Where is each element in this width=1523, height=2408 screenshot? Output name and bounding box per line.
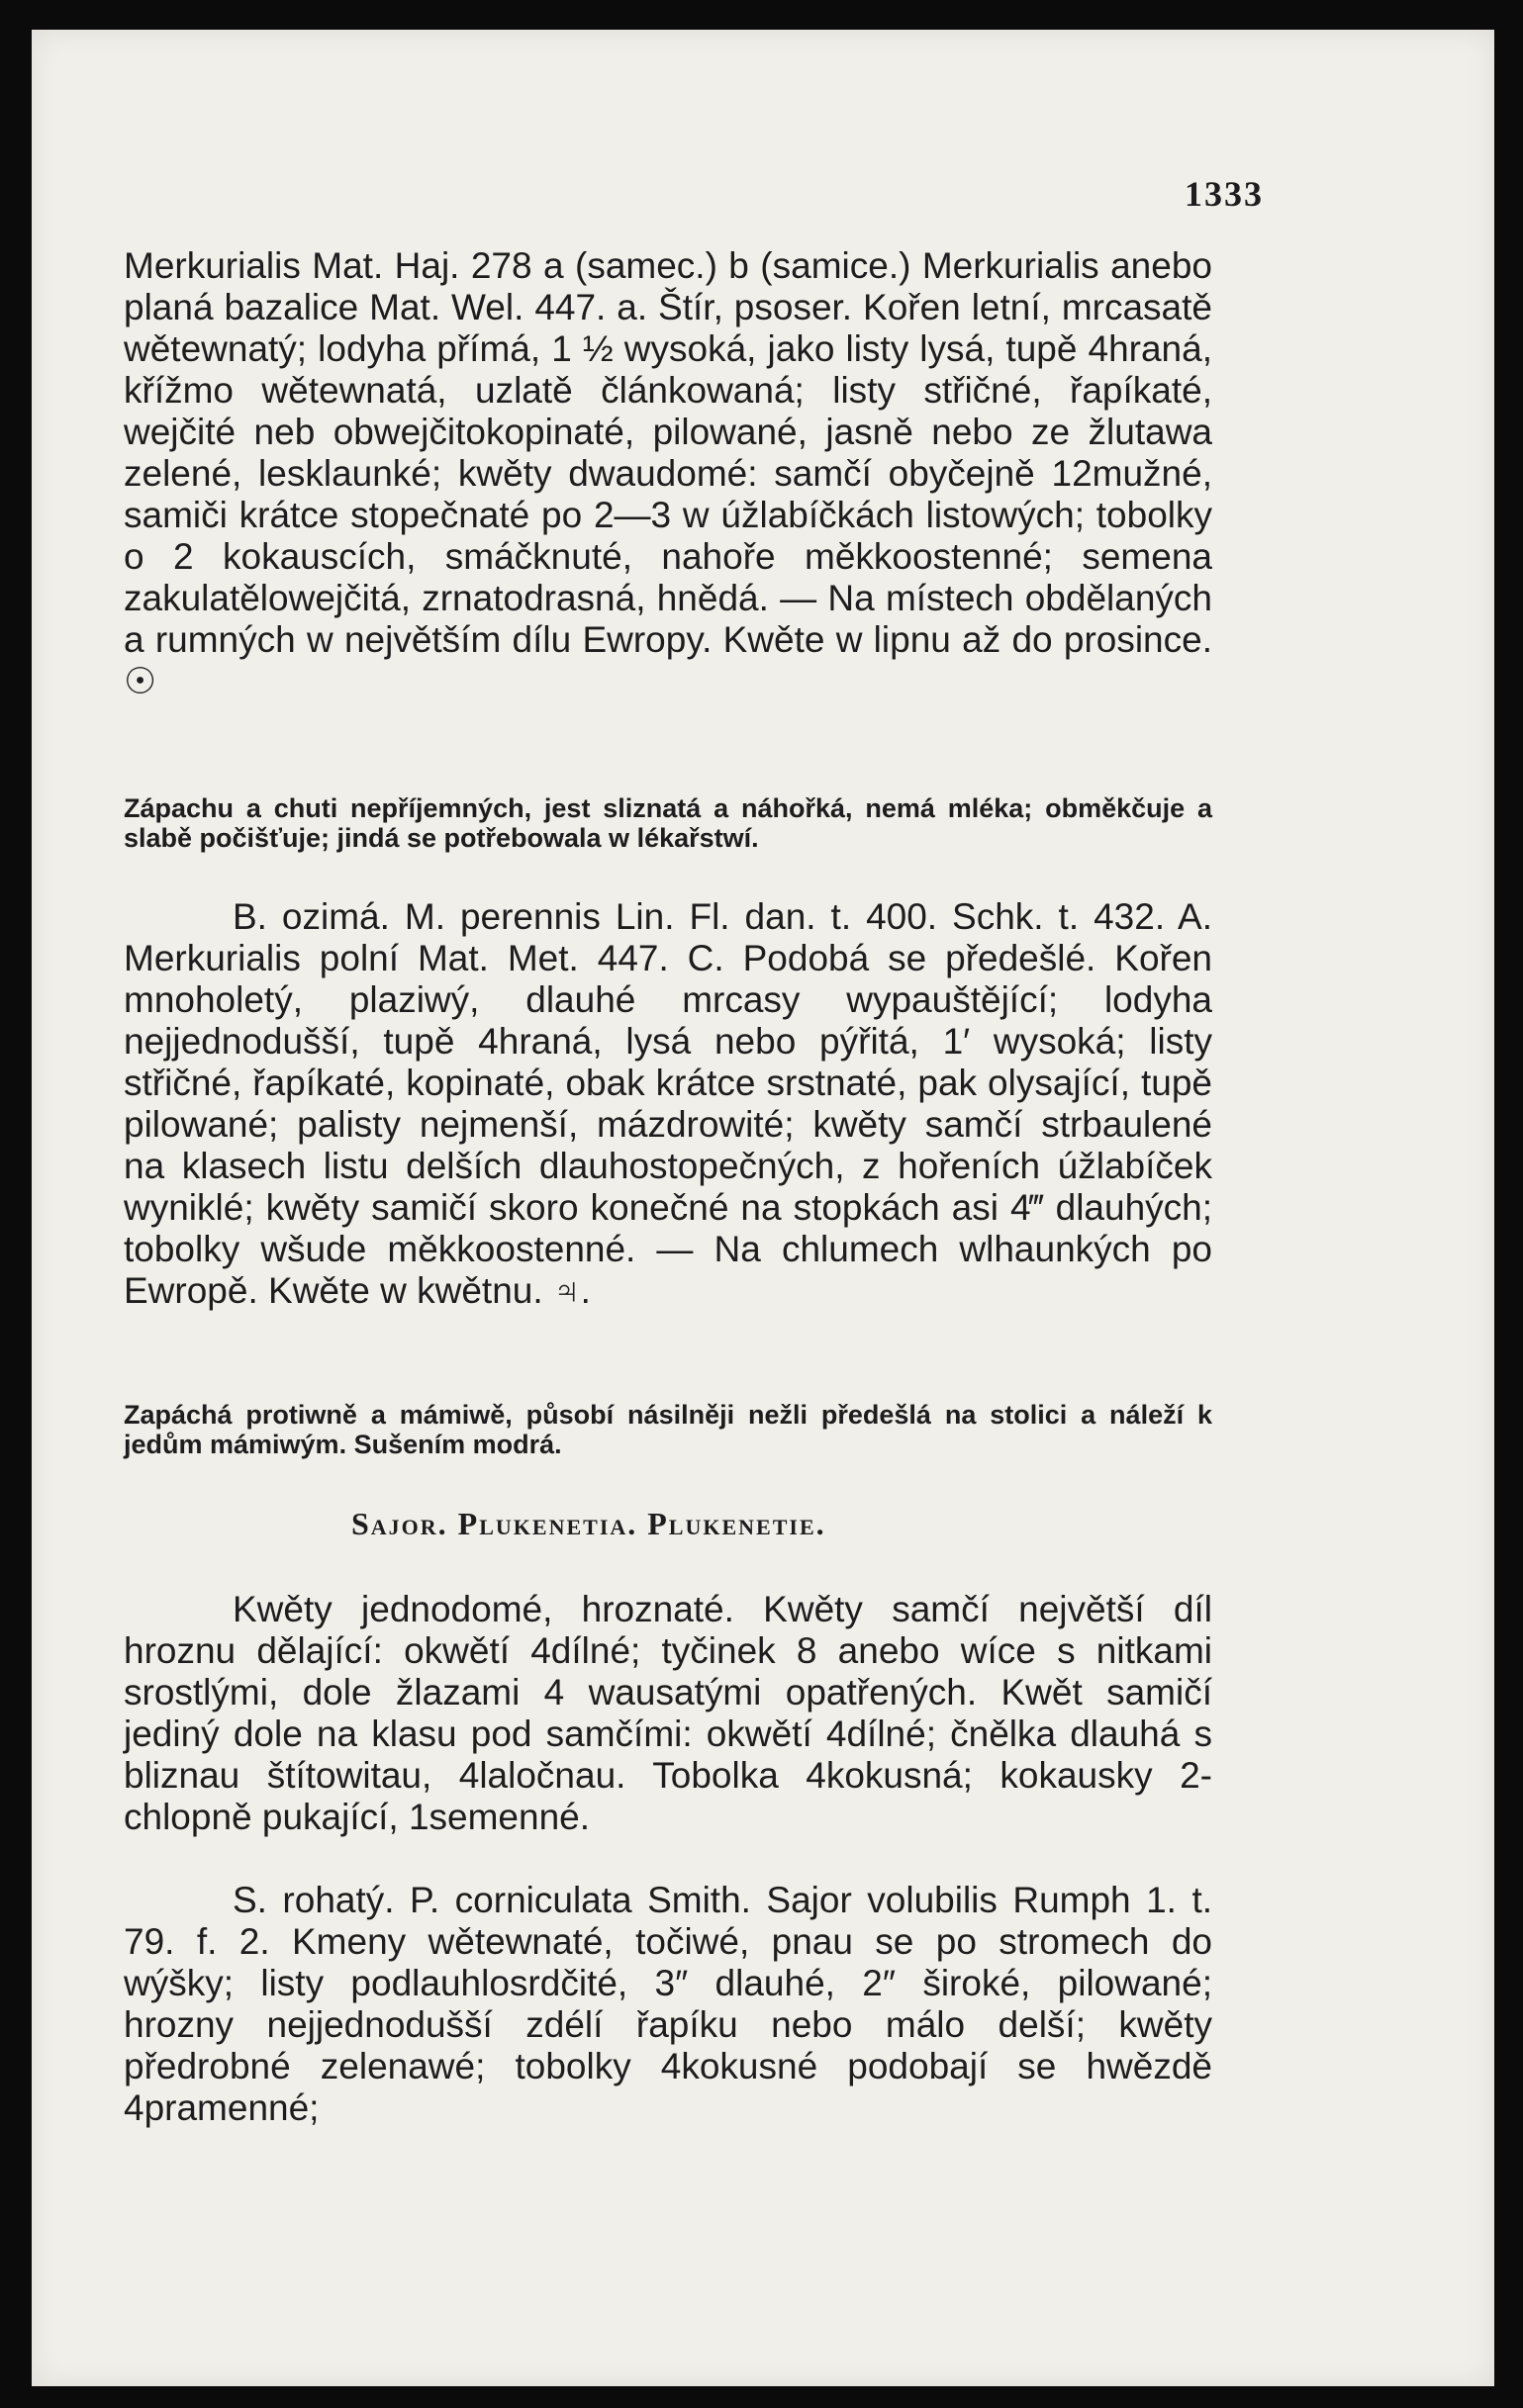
book-page: [32, 30, 1494, 2386]
paragraph-merkurialis-b: B. ozimá. M. perennis Lin. Fl. dan. t. 400. Schk. t. 432. A. Merkurialis polní Mat. Met. 447. C. Podobá se předešlé. Kořen mnoholetý, plaziwý, dlauhé mrcasy wypauštějící; lodyha nejjednodušší, tupě 4hraná, lysá nebo pýřitá, 1′ wysoká; listy střičné, řapíkaté, kopinaté, obak krátce srstnaté, pak olysající, tupě pilowané; palisty nejmenší, mázdrowité; kwěty samčí strbaulené na klasech listu delších dlauhostopečných, z hořeních úžlabíček wyniklé; kwěty samičí skoro konečné na stopkách asi 4‴ dlauhých; tobolky wšude měkkoostenné. — Na chlumech wlhaunkých po Ewropě. Kwěte w kwětnu. ♃.: [124, 896, 1212, 1311]
note-merkurialis-a: Zápachu a chuti nepříjemných, jest sliznatá a náhořká, nemá mléka; obměkčuje a slabě počišťuje; jindá se potřebowala w lékařstwí.: [124, 793, 1212, 853]
page-number: 1333: [1185, 174, 1264, 214]
section-heading-sajor: Sajor. Plukenetia. Plukenetie.: [351, 1506, 826, 1541]
paragraph-sajor-rohaty: S. rohatý. P. corniculata Smith. Sajor volubilis Rumph 1. t. 79. f. 2. Kmeny wětewnaté, točiwé, pnau se po stromech do wýšky; listy podlauhlosrdčité, 3″ dlauhé, 2″ široké, pilowané; hrozny nejjednodušší zdélí řapíku nebo málo delší; kwěty předrobné zelenawé; tobolky 4kokusné podobají se hwězdě 4pramenné;: [124, 1880, 1212, 2128]
paragraph-merkurialis-a: Merkurialis Mat. Haj. 278 a (samec.) b (samice.) Merkurialis anebo planá bazalice Mat. Wel. 447. a. Štír, psoser. Kořen letní, mrcasatě wětewnatý; lodyha přímá, 1 ½ wysoká, jako listy lysá, tupě 4hraná, křížmo wětewnatá, uzlatě článkowaná; listy střičné, řapíkaté, wejčité neb obwejčitokopinaté, pilowané, jasně nebo ze žlutawa zelené, lesklaunké; kwěty dwaudomé: samčí obyčejně 12mužné, samiči krátce stopečnaté po 2—3 w úžlabíčkách listowých; tobolky o 2 kokauscích, smáčknuté, nahoře měkkoostenné; semena zakulatělowejčitá, zrnatodrasná, hnědá. — Na místech obdělaných a rumných w největším dílu Ewropy. Kwěte w lipnu až do prosince. ☉: [124, 245, 1212, 701]
paragraph-sajor-description: Kwěty jednodomé, hroznaté. Kwěty samčí největší díl hroznu dělající: okwětí 4dílné; tyčinek 8 anebo wíce s nitkami srostlými, dole žlazami 4 wausatými opatřených. Kwět samičí jediný dole na klasu pod samčími: okwětí 4dílné; čnělka dlauhá s bliznau štítowitau, 4laločnau. Tobolka 4kokusná; kokausky 2-chlopně pukající, 1semenné.: [124, 1589, 1212, 1837]
note-merkurialis-b: Zapáchá protiwně a mámiwě, působí násilněji nežli předešlá na stolici a náleží k jedům mámiwým. Sušením modrá.: [124, 1400, 1212, 1459]
